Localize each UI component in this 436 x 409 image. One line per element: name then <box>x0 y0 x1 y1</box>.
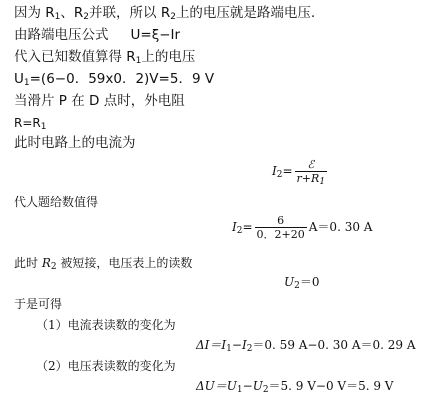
numerator: 6 <box>277 214 285 227</box>
text: （1）电流表读数的变化为 <box>36 318 176 332</box>
text: 代入已知数值算得 R <box>14 49 136 65</box>
text: A＝0. 30 A <box>308 220 373 234</box>
text-line-slider <box>14 92 185 110</box>
text: 、R <box>60 5 84 21</box>
equation-delta-u <box>196 377 393 394</box>
fraction <box>255 214 307 241</box>
text: 此时 <box>14 256 42 270</box>
subscript: 2 <box>83 12 90 22</box>
text-line-item-1 <box>36 316 176 334</box>
text: 此时电路上的电流为 <box>14 135 136 151</box>
variable: I <box>232 220 237 234</box>
text-line-formula <box>14 26 180 44</box>
text: −I <box>231 338 247 352</box>
text-line-therefore <box>14 295 62 313</box>
text: 上的电压 <box>141 49 196 65</box>
text: 由路端电压公式 <box>14 27 109 43</box>
text: ＝0 <box>299 275 320 289</box>
subscript: 2 <box>246 344 253 354</box>
text: = <box>242 220 253 234</box>
equation-i2-value <box>232 214 372 241</box>
denominator: 0．2+20 <box>256 228 305 241</box>
equation-i2-formula <box>272 158 329 185</box>
subscript: 2 <box>276 170 283 180</box>
text: ＝5. 9 V−0 V＝5. 9 V <box>268 379 394 393</box>
subscript: 1 <box>23 78 30 88</box>
text: 并联，所以 R <box>89 5 171 21</box>
text: r+R <box>296 172 320 185</box>
variable: R <box>41 256 51 270</box>
text: 当滑片 P 在 D 点时，外电阻 <box>14 93 185 109</box>
subscript: 2 <box>170 12 176 22</box>
equation-delta-i <box>196 336 416 353</box>
variable: U <box>284 275 295 289</box>
text-line-parallel <box>14 4 315 22</box>
variable: I <box>272 164 277 178</box>
denominator <box>295 171 328 185</box>
text-line-substitute <box>14 48 195 66</box>
subscript: 2 <box>294 281 300 291</box>
text: 代人题给数值得 <box>14 195 99 209</box>
formula: U=ξ−Ir <box>130 27 181 43</box>
subscript: 2 <box>50 262 57 272</box>
text: 被短接，电压表上的读数 <box>56 256 193 270</box>
subscript: 1 <box>54 12 61 22</box>
subscript: 1 <box>40 122 47 132</box>
subscript: 1 <box>236 385 243 395</box>
text-line-plugin <box>14 193 98 211</box>
subscript: 2 <box>236 226 243 236</box>
subscript: 1 <box>135 56 142 66</box>
text: U <box>14 71 24 87</box>
fraction <box>295 158 328 185</box>
subscript: 1 <box>226 344 232 354</box>
text: 因为 R <box>14 5 55 21</box>
text: ΔI＝I <box>196 338 227 352</box>
equation-u2 <box>284 273 320 290</box>
text: R=R <box>14 116 41 130</box>
text-line-item-2 <box>36 357 176 375</box>
text-line-resistance <box>14 114 46 132</box>
numerator: ℰ <box>307 158 315 171</box>
text-line-current <box>14 134 136 152</box>
subscript: 1 <box>319 177 326 187</box>
text-line-u1 <box>14 70 214 88</box>
text: −U <box>242 379 263 393</box>
text: 于是可得 <box>14 297 63 311</box>
text: =(6−0．59x0．2)V=5．9 V <box>29 71 215 87</box>
subscript: 2 <box>262 385 269 395</box>
text-line-shorted <box>14 254 192 272</box>
text: 上的电压就是路端电压. <box>175 5 316 21</box>
text: = <box>282 164 293 178</box>
text: ΔU＝U <box>196 379 237 393</box>
text: （2）电压表读数的变化为 <box>36 359 176 373</box>
text: ＝0. 59 A−0. 30 A＝0. 29 A <box>252 338 416 352</box>
